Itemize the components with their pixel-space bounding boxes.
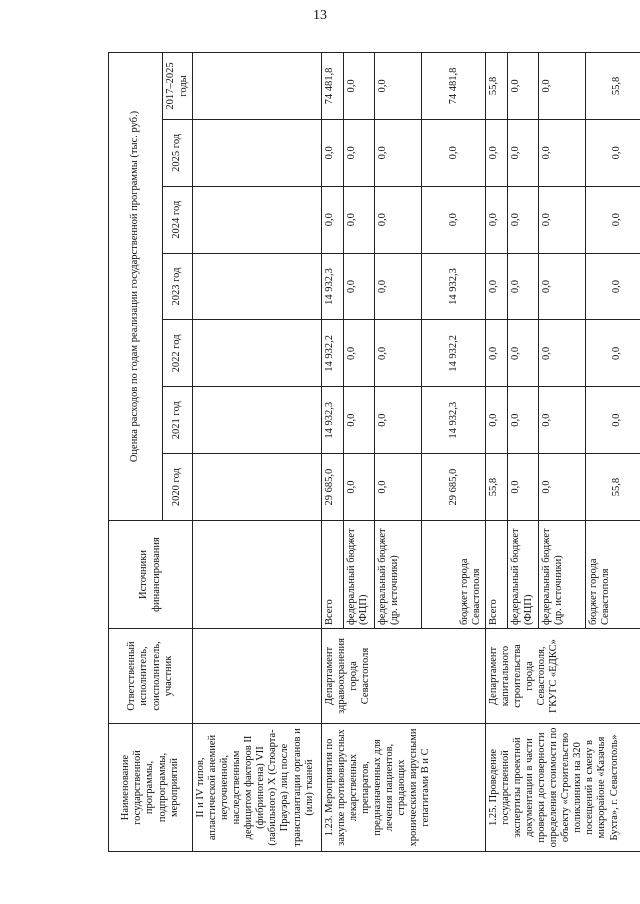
continuation-row [193, 53, 322, 852]
value-cell: 0,0 [344, 387, 375, 454]
header-year: 2020 год [163, 454, 193, 521]
value-cell: 0,0 [539, 253, 586, 320]
source-label: федеральный бюджет (ФЦП) [344, 521, 375, 629]
measure-responsible: Департамент здравоохранения города Севастополя [321, 629, 485, 724]
value-cell: 0,0 [485, 119, 508, 186]
value-cell: 0,0 [422, 119, 486, 186]
value-cell: 0,0 [508, 53, 539, 120]
value-cell: 0,0 [422, 186, 486, 253]
page-number: 13 [313, 8, 327, 23]
value-cell: 14 932,3 [321, 387, 344, 454]
value-cell: 14 932,2 [321, 320, 344, 387]
value-cell: 0,0 [321, 119, 344, 186]
value-cell: 0,0 [508, 454, 539, 521]
value-cell: 0,0 [375, 320, 422, 387]
value-cell: 0,0 [508, 320, 539, 387]
value-cell: 0,0 [375, 119, 422, 186]
header-year: 2023 год [163, 253, 193, 320]
value-cell: 14 932,3 [422, 253, 486, 320]
value-cell: 0,0 [539, 53, 586, 120]
source-label: федеральный бюджет (др. источники) [539, 521, 586, 629]
financing-table [108, 52, 640, 852]
header-source: Источники финансирования [109, 521, 193, 629]
value-cell: 0,0 [485, 253, 508, 320]
measure-name: 1.25. Проведение государственной экспертизы проектной документации в части проверки достоверности определения стоимости по объекту «Строительство поликлиники на 320 посещений в смену в микрорайоне «Казачья Бухта», г. Севастополь» [485, 724, 640, 852]
value-cell: 0,0 [539, 320, 586, 387]
source-label: федеральный бюджет (др. источники) [375, 521, 422, 629]
value-cell: 0,0 [586, 119, 640, 186]
source-label: бюджет города Севастополя [422, 521, 486, 629]
value-cell: 55,8 [485, 53, 508, 120]
header-name: Наименование государственной программы, подпрограммы, мероприятий [109, 724, 193, 852]
value-cell: 0,0 [375, 186, 422, 253]
value-cell: 14 932,2 [422, 320, 486, 387]
value-cell: 0,0 [375, 253, 422, 320]
value-cell: 0,0 [508, 387, 539, 454]
value-cell: 0,0 [344, 454, 375, 521]
value-cell: 0,0 [344, 53, 375, 120]
header-year: 2021 год [163, 387, 193, 454]
value-cell: 0,0 [344, 186, 375, 253]
value-cell: 29 685,0 [422, 454, 486, 521]
value-cell: 0,0 [508, 186, 539, 253]
value-cell: 0,0 [321, 186, 344, 253]
value-cell: 14 932,3 [422, 387, 486, 454]
value-cell: 0,0 [375, 454, 422, 521]
value-cell: 0,0 [586, 320, 640, 387]
value-cell: 0,0 [375, 53, 422, 120]
value-cell: 0,0 [539, 387, 586, 454]
value-cell: 29 685,0 [321, 454, 344, 521]
measure-name: 1.23. Мероприятия по закупке противовирусных лекарственных препаратов, предназначенных для лечения пациентов, страдающих хроническими вирусными гепатитами В и С [321, 724, 485, 852]
header-responsible: Ответственный исполнитель, соисполнитель, участник [109, 629, 193, 724]
value-cell: 0,0 [508, 253, 539, 320]
value-cell: 0,0 [344, 253, 375, 320]
header-year: 2024 год [163, 186, 193, 253]
value-cell: 14 932,3 [321, 253, 344, 320]
value-cell: 0,0 [344, 119, 375, 186]
source-label: Всего [321, 521, 344, 629]
table-row [321, 53, 344, 852]
value-cell: 0,0 [344, 320, 375, 387]
source-label: бюджет города Севастополя [586, 521, 640, 629]
source-label: Всего [485, 521, 508, 629]
header-year: 2025 год [163, 119, 193, 186]
header-estimate: Оценка расходов по годам реализации государственной программы (тыс. руб.) [109, 53, 163, 521]
value-cell: 0,0 [375, 387, 422, 454]
value-cell: 0,0 [539, 454, 586, 521]
value-cell: 74 481,8 [422, 53, 486, 120]
value-cell: 74 481,8 [321, 53, 344, 120]
value-cell: 0,0 [586, 387, 640, 454]
measure-responsible: Департамент капитального строительства города Севастополя, ГКУГС «ЕДКС» [485, 629, 640, 724]
table-row [485, 53, 508, 852]
value-cell: 0,0 [586, 253, 640, 320]
value-cell: 0,0 [508, 119, 539, 186]
value-cell: 55,8 [485, 454, 508, 521]
value-cell: 0,0 [586, 186, 640, 253]
value-cell: 55,8 [586, 454, 640, 521]
value-cell: 0,0 [485, 186, 508, 253]
value-cell: 55,8 [586, 53, 640, 120]
value-cell: 0,0 [485, 320, 508, 387]
header-year: 2022 год [163, 320, 193, 387]
header-year: 2017–2025 годы [163, 53, 193, 120]
continuation-name: II и IV типов, апластической анемией неуточненной, наследственным дефицитом факторов II (фибриногена) VII (лабильного) X (Стюарта-Прауэра) лиц после трансплантации органов и (или) тканей [193, 724, 322, 852]
financing-table-rotated [108, 52, 640, 852]
value-cell: 0,0 [539, 119, 586, 186]
source-label: федеральный бюджет (ФЦП) [508, 521, 539, 629]
value-cell: 0,0 [539, 186, 586, 253]
value-cell: 0,0 [485, 387, 508, 454]
